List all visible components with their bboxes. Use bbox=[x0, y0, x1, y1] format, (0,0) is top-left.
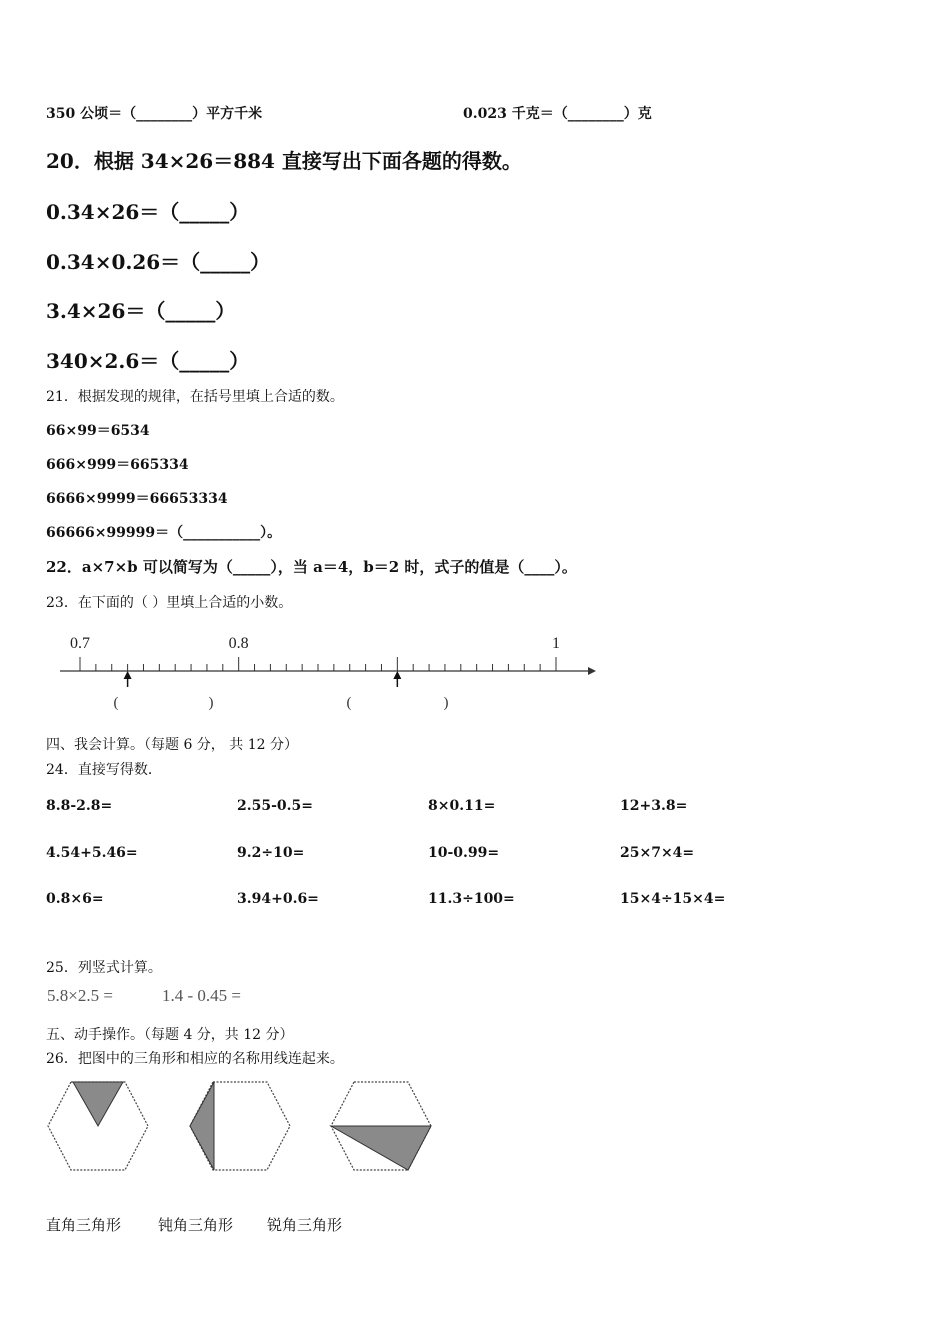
q19-right-item: 0.023 千克＝（________）克 bbox=[463, 106, 652, 122]
q21-line-3: 6666×9999＝66653334 bbox=[46, 491, 228, 507]
answer-paren-open: ( bbox=[346, 695, 352, 711]
hexagon-figure-2 bbox=[188, 1080, 292, 1172]
name-obtuse-triangle: 钝角三角形 bbox=[158, 1216, 234, 1234]
name-acute-triangle: 锐角三角形 bbox=[267, 1216, 343, 1234]
tick-label: 1 bbox=[552, 635, 560, 652]
q24-cell: 0.8×6= bbox=[46, 891, 104, 907]
section5-title: 五、动手操作。（每题 4 分，共 12 分） bbox=[46, 1027, 294, 1043]
q24-cell: 11.3÷100= bbox=[428, 891, 515, 907]
q24-cell: 10-0.99= bbox=[428, 845, 500, 861]
number-line-arrowhead bbox=[588, 667, 596, 675]
q24-cell: 15×4÷15×4= bbox=[620, 891, 726, 907]
up-arrow-head bbox=[124, 671, 132, 679]
name-right-triangle: 直角三角形 bbox=[46, 1216, 122, 1234]
q20-item-4: 340×2.6＝（_____） bbox=[46, 349, 250, 373]
q24-title: 24．直接写得数． bbox=[46, 762, 162, 778]
q24-cell: 12+3.8= bbox=[620, 798, 688, 814]
q25-title: 25．列竖式计算。 bbox=[46, 960, 162, 976]
q24-cell: 8×0.11= bbox=[428, 798, 496, 814]
q25-expr-2: 1.4 - 0.45 = bbox=[162, 986, 241, 1005]
q24-cell: 4.54+5.46= bbox=[46, 845, 138, 861]
q20-item-2: 0.34×0.26＝（_____） bbox=[46, 250, 271, 274]
q23-title: 23．在下面的（ ）里填上合适的小数。 bbox=[46, 595, 293, 611]
answer-paren-open: ( bbox=[113, 695, 119, 711]
q20-title: 20．根据 34×26＝884 直接写出下面各题的得数。 bbox=[46, 149, 522, 173]
answer-paren-close: ) bbox=[443, 695, 449, 711]
q19-left-item: 350 公顷＝（________）平方千米 bbox=[46, 106, 263, 122]
q21-line-2: 666×999＝665334 bbox=[46, 457, 189, 473]
q24-cell: 9.2÷10= bbox=[237, 845, 305, 861]
q21-line-4: 66666×99999＝（___________）。 bbox=[46, 525, 282, 541]
q25-expr-1: 5.8×2.5 = bbox=[47, 986, 113, 1005]
q20-item-1: 0.34×26＝（_____） bbox=[46, 200, 250, 224]
tick-label: 0.8 bbox=[228, 635, 249, 652]
section4-title: 四、我会计算。（每题 6 分， 共 12 分） bbox=[46, 737, 298, 753]
answer-paren-close: ) bbox=[208, 695, 214, 711]
q21-line-1: 66×99＝6534 bbox=[46, 423, 150, 439]
hexagon-figure-3 bbox=[329, 1080, 433, 1172]
q20-item-3: 3.4×26＝（_____） bbox=[46, 299, 236, 323]
q24-cell: 3.94+0.6= bbox=[237, 891, 319, 907]
q26-title: 26．把图中的三角形和相应的名称用线连起来。 bbox=[46, 1051, 344, 1067]
q24-cell: 25×7×4= bbox=[620, 845, 695, 861]
q24-cell: 2.55-0.5= bbox=[237, 798, 313, 814]
q21-title: 21．根据发现的规律，在括号里填上合适的数。 bbox=[46, 389, 344, 405]
q22-text: 22．a×7×b 可以简写为（_____），当 a＝4，b＝2 时，式子的值是（____）。 bbox=[46, 558, 577, 576]
tick-label: 0.7 bbox=[70, 635, 90, 652]
q24-cell: 8.8-2.8= bbox=[46, 798, 113, 814]
shaded-triangle bbox=[190, 1082, 214, 1170]
up-arrow-head bbox=[393, 671, 401, 679]
hexagon-figure-1 bbox=[46, 1080, 150, 1172]
